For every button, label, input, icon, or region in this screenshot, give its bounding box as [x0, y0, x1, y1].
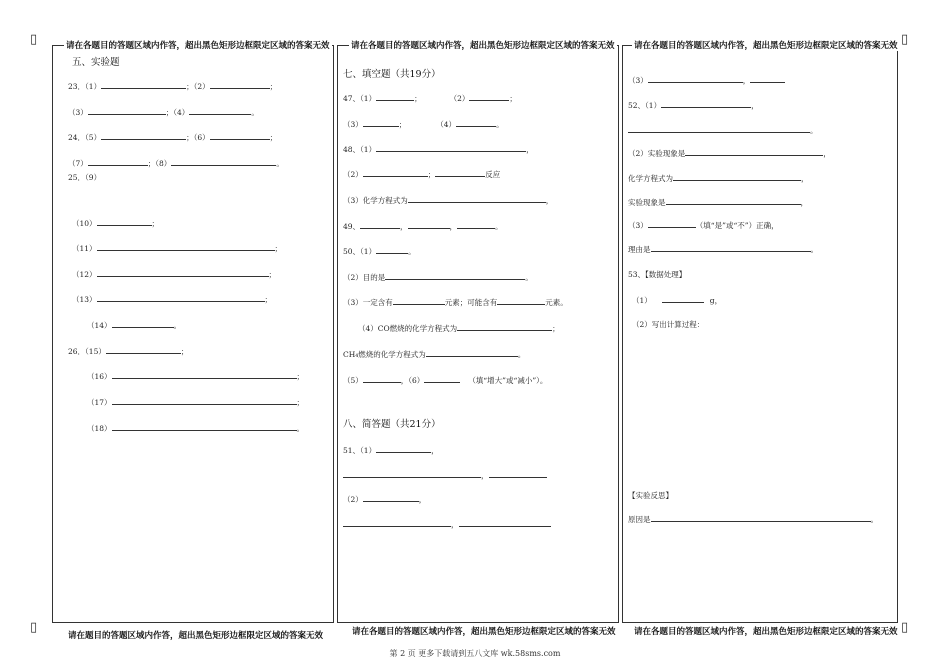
q52g-end: 。 — [810, 245, 818, 254]
q50e-label: CH₄燃烧的化学方程式为 — [343, 350, 426, 359]
q52-line-3 — [628, 147, 831, 159]
answer-blank[interactable] — [97, 293, 265, 302]
answer-blank[interactable] — [210, 131, 270, 140]
q50-line-2 — [343, 271, 533, 283]
q52-line-2 — [628, 124, 818, 136]
q47-line-1 — [343, 92, 517, 104]
q51-line-3 — [343, 493, 426, 505]
q49-sep2: ， — [449, 222, 458, 231]
q25-13-label: （13） — [72, 295, 97, 304]
reason-end: 。 — [870, 515, 878, 524]
q53-title: 53、【数据处理】 — [628, 270, 687, 279]
answer-blank[interactable] — [112, 422, 297, 431]
q25-12-label: （12） — [72, 270, 97, 279]
q26-end: ； — [180, 347, 189, 356]
q51b-mid: ， — [481, 471, 489, 480]
q26-17 — [87, 396, 304, 408]
q52-line-4 — [628, 172, 809, 184]
section-title-short-answer: 八、简答题（共21分） — [343, 419, 441, 430]
q26-16 — [87, 370, 304, 382]
q48b-mid: ； — [427, 170, 436, 179]
q50f-label: （5） — [343, 376, 363, 385]
q24-label: 24．（5） — [68, 133, 102, 142]
answer-blank[interactable] — [376, 444, 431, 453]
q25-12 — [72, 268, 276, 280]
q51a-label: 51、（1） — [343, 446, 377, 455]
q25-10-label: （10） — [72, 219, 97, 228]
q25-11-label: （11） — [72, 244, 97, 253]
answer-blank[interactable] — [661, 99, 751, 108]
q24-mid: ；（6） — [186, 133, 210, 142]
q52-line-1 — [628, 99, 759, 111]
q48-line-1 — [343, 143, 534, 155]
corner-mark-bottom-left: ▯ — [30, 620, 38, 635]
q51c-label: （2） — [343, 495, 363, 504]
q24b-end: 。 — [276, 159, 284, 168]
answer-blank[interactable] — [112, 319, 174, 328]
q52f-end: （填“是”或“不”）正确， — [695, 221, 779, 230]
q53-line-1 — [632, 294, 722, 306]
answer-blank[interactable] — [685, 147, 823, 156]
answer-blank[interactable] — [408, 194, 546, 203]
answer-blank[interactable] — [648, 219, 696, 228]
answer-blank[interactable] — [393, 296, 445, 305]
q47a-end: ； — [509, 94, 517, 103]
q26-15 — [68, 345, 188, 357]
q26-18-end: 。 — [296, 424, 305, 433]
answer-blank[interactable] — [363, 493, 419, 502]
notice-top-3: 请在各题目的答题区域内作答，超出黑色矩形边框限定区域的答案无效 — [634, 41, 898, 51]
q47a-mid2: （2） — [449, 94, 470, 103]
answer-blank[interactable] — [376, 143, 526, 152]
q50-line-5 — [343, 348, 525, 360]
q23-end: ； — [269, 82, 278, 91]
q50b-end: 。 — [525, 273, 533, 282]
q51-line-1 — [343, 444, 439, 456]
q47b-mid: ； — [398, 120, 407, 129]
q23-mid: ；（2） — [186, 82, 210, 91]
q48-line-3 — [343, 194, 553, 206]
q49-label: 49、 — [343, 222, 361, 231]
reflection-title: 【实验反思】 — [628, 491, 673, 500]
q25-10 — [72, 217, 159, 229]
q48b-label: （2） — [343, 170, 363, 179]
q25-13 — [72, 293, 272, 305]
q23b-mid: ；（4） — [165, 108, 190, 117]
q50-line-4 — [358, 322, 560, 334]
q47b-mid2: （4） — [436, 120, 457, 129]
answer-blank[interactable] — [363, 168, 428, 177]
q48c-end: ， — [545, 196, 554, 205]
q52c-label: （2）实验现象是 — [628, 149, 686, 158]
q47b-end: 。 — [496, 120, 504, 129]
r1-label: （3） — [628, 76, 648, 85]
answer-blank[interactable] — [497, 296, 545, 305]
q50c-mid: 元素；可能含有 — [444, 298, 498, 307]
q52a-end: ， — [751, 101, 759, 110]
q49-sep1: ， — [400, 222, 408, 231]
answer-box-2 — [337, 45, 619, 623]
q24-end: ； — [269, 133, 278, 142]
answer-blank[interactable] — [424, 374, 460, 383]
answer-blank[interactable] — [97, 217, 152, 226]
notice-bottom-2: 请在各题目的答题区域内作答，超出黑色矩形边框限定区域的答案无效 — [352, 627, 616, 637]
q23b-end: 。 — [251, 108, 259, 117]
q24b-label: （7） — [68, 159, 88, 168]
answer-blank[interactable] — [457, 220, 495, 229]
answer-blank[interactable] — [408, 220, 450, 229]
q53a-label: （1） — [632, 296, 652, 305]
answer-blank[interactable] — [88, 106, 166, 115]
q26-18-label: （18） — [87, 424, 112, 433]
answer-blank[interactable] — [651, 513, 871, 522]
answer-blank[interactable] — [651, 243, 811, 252]
answer-blank[interactable] — [385, 271, 525, 280]
answer-blank[interactable] — [171, 157, 276, 166]
answer-blank[interactable] — [360, 220, 400, 229]
answer-blank[interactable] — [101, 131, 186, 140]
q50c-end: 元素。 — [545, 298, 568, 307]
answer-blank[interactable] — [648, 74, 743, 83]
q26-17-end: ； — [296, 398, 305, 407]
q53a-end: g， — [709, 296, 723, 305]
q23-line-2 — [68, 106, 259, 118]
q50f-mid: ，（6） — [400, 376, 425, 385]
q52d-end: ， — [801, 174, 809, 183]
q26-label: 26．（15） — [68, 347, 106, 356]
q48-line-2 — [343, 168, 500, 180]
q52-line-6 — [628, 219, 779, 231]
answer-blank[interactable] — [426, 348, 518, 357]
q50f-end: （填“增大”或“减小”）。 — [468, 376, 548, 385]
q48a-end: ， — [526, 145, 534, 154]
q48a-label: 48、（1） — [343, 145, 377, 154]
q25-label: 25．（9） — [68, 173, 102, 182]
answer-blank[interactable] — [189, 106, 251, 115]
q53-line-2: （2）写出计算过程： — [632, 320, 705, 329]
notice-top-2: 请在各题目的答题区域内作答，超出黑色矩形边框限定区域的答案无效 — [351, 41, 615, 51]
q24-line-2 — [68, 157, 284, 169]
q52-line-5 — [628, 196, 808, 208]
q50-line-3 — [343, 296, 568, 308]
q50e-end: 。 — [517, 350, 526, 359]
q51-line-2 — [343, 469, 547, 481]
q50a-label: 50、（1） — [343, 247, 377, 256]
q25-14 — [87, 319, 181, 331]
q50b-label: （2）目的是 — [343, 273, 386, 282]
answer-blank[interactable] — [343, 469, 481, 478]
answer-blank[interactable] — [750, 74, 785, 83]
answer-blank[interactable] — [101, 80, 186, 89]
answer-blank[interactable] — [112, 396, 297, 405]
q48b-end: 反应 — [485, 170, 501, 179]
notice-bottom-1: 请在题目的答题区域内作答，超出黑色矩形边框限定区域的答案无效 — [68, 631, 324, 641]
q51d-mid: ， — [451, 520, 459, 529]
answer-blank[interactable] — [662, 294, 704, 303]
answer-blank[interactable] — [376, 92, 414, 101]
answer-blank[interactable] — [435, 168, 485, 177]
q23-line-1 — [68, 80, 277, 92]
q26-16-end: ； — [296, 372, 305, 381]
q52b-end: 。 — [810, 126, 818, 135]
answer-blank[interactable] — [469, 92, 509, 101]
q50a-end: 。 — [408, 247, 416, 256]
answer-blank[interactable] — [456, 118, 496, 127]
q47b-label: （3） — [343, 120, 363, 129]
q23b-label: （3） — [68, 108, 88, 117]
answer-blank[interactable] — [97, 242, 275, 251]
answer-blank[interactable] — [97, 268, 269, 277]
q47a-mid: ； — [414, 94, 422, 103]
r1-mid: ， — [742, 76, 751, 85]
q23-label: 23．（1） — [68, 82, 102, 91]
q26-16-label: （16） — [87, 372, 112, 381]
answer-blank[interactable] — [112, 370, 297, 379]
q51c-end: ， — [418, 495, 427, 504]
answer-blank[interactable] — [673, 172, 801, 181]
page-footer: 第 2 页 更多下载请到五八文库 wk.58sms.com — [389, 649, 561, 658]
answer-blank[interactable] — [106, 345, 181, 354]
q52e-end: ， — [800, 198, 808, 207]
q25-12-end: ； — [268, 270, 277, 279]
q24b-mid: ；（8） — [147, 159, 172, 168]
q47-line-2 — [343, 118, 504, 130]
reason-line — [628, 513, 878, 525]
q50c-label: （3）一定含有 — [343, 298, 393, 307]
q50d-label: （4）CO燃烧的化学方程式为 — [358, 324, 458, 333]
q26-17-label: （17） — [87, 398, 112, 407]
q52-line-7 — [628, 243, 818, 255]
q52c-end: ， — [823, 149, 831, 158]
q25-13-end: ； — [264, 295, 273, 304]
q24-line-1 — [68, 131, 277, 143]
q52e-label: 实验现象是 — [628, 198, 666, 207]
q49-line — [343, 220, 503, 232]
corner-mark-top-left: ▯ — [30, 32, 38, 47]
q49-end: 。 — [495, 222, 503, 231]
q48c-label: （3）化学方程式为 — [343, 196, 408, 205]
answer-blank[interactable] — [210, 80, 270, 89]
notice-top-1: 请在各题目的答题区域内作答，超出黑色矩形边框限定区域的答案无效 — [66, 41, 330, 51]
q50d-end: ； — [552, 324, 560, 333]
notice-bottom-3: 请在各题目的答题区域内作答，超出黑色矩形边框限定区域的答案无效 — [634, 627, 898, 637]
section-title-fill: 七、填空题（共19分） — [343, 69, 441, 80]
q25-11-end: ； — [274, 244, 283, 253]
corner-mark-top-right: ▯ — [901, 32, 909, 47]
q50-line-1 — [343, 245, 416, 257]
q51a-end: ， — [431, 446, 439, 455]
col3-line-3 — [628, 74, 785, 86]
q52d-label: 化学方程式为 — [628, 174, 673, 183]
q52a-label: 52、（1） — [628, 101, 662, 110]
q47a-label: 47、（1） — [343, 94, 377, 103]
q25-14-label: （14） — [87, 321, 112, 330]
q52g-label: 理由是 — [628, 245, 651, 254]
section-title-experiment: 五、实验题 — [72, 57, 120, 68]
q50-line-6 — [343, 374, 547, 386]
q25-14-end: 。 — [173, 321, 182, 330]
corner-mark-bottom-right: ▯ — [901, 620, 909, 635]
answer-blank[interactable] — [628, 124, 810, 133]
q26-18 — [87, 422, 304, 434]
answer-blank[interactable] — [376, 245, 408, 254]
answer-blank[interactable] — [457, 322, 552, 331]
answer-blank[interactable] — [666, 196, 801, 205]
answer-blank[interactable] — [459, 518, 551, 527]
q51-line-4 — [343, 518, 551, 530]
reason-label: 原因是 — [628, 515, 651, 524]
q52f-label: （3） — [628, 221, 648, 230]
q25-11 — [72, 242, 282, 254]
answer-blank[interactable] — [343, 518, 451, 527]
answer-blank[interactable] — [489, 469, 547, 478]
q25-10-end: ； — [151, 219, 160, 228]
answer-blank[interactable] — [363, 374, 401, 383]
answer-blank[interactable] — [88, 157, 148, 166]
answer-blank[interactable] — [363, 118, 399, 127]
